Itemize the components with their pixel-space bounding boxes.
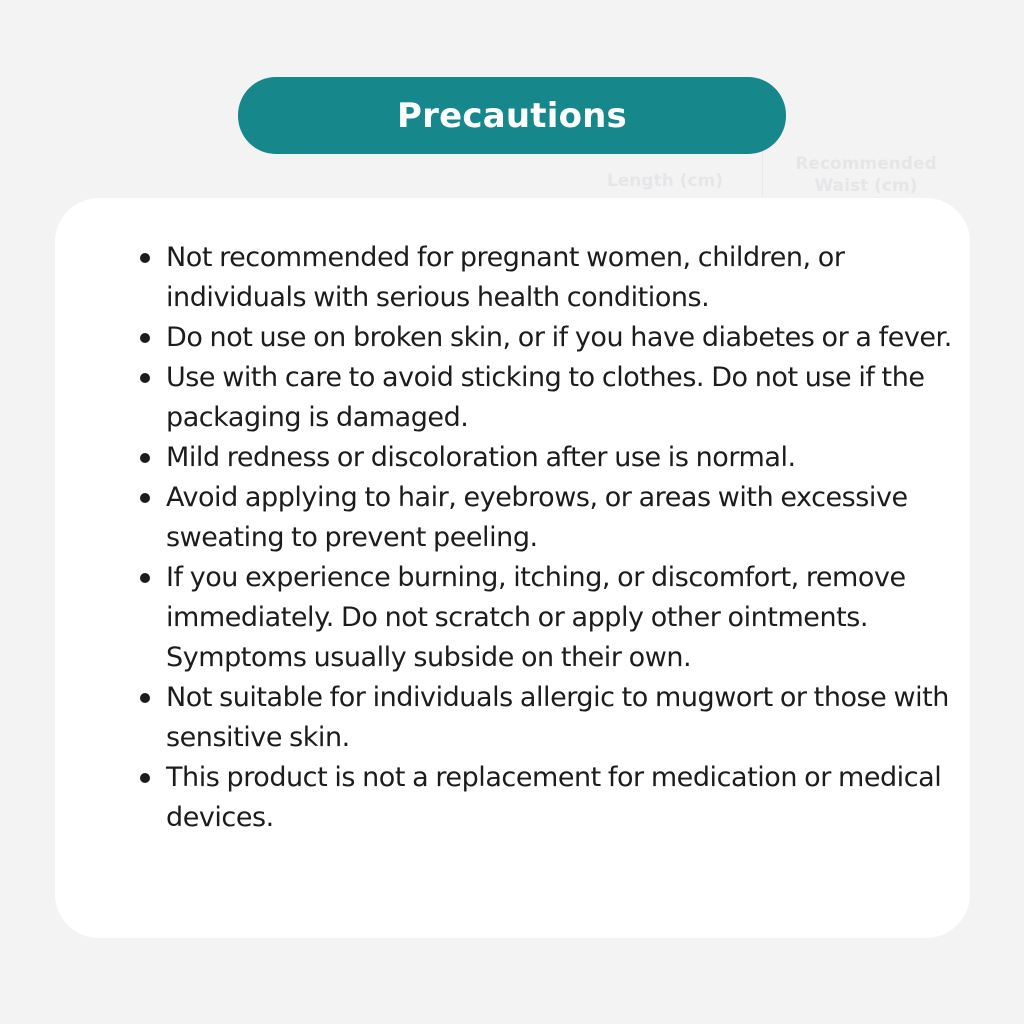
list-item-text: Not recommended for pregnant women, children, or individuals with serious health conditions.	[166, 242, 845, 313]
bullet-icon	[140, 573, 150, 583]
list-item-text: Mild redness or discoloration after use is normal.	[166, 442, 796, 473]
precautions-title: Precautions	[238, 77, 786, 154]
list-item-text: If you experience burning, itching, or discomfort, remove immediately. Do not scratch or apply other ointments. Symptoms usually subside on their own.	[166, 562, 906, 673]
bullet-icon	[140, 253, 150, 263]
background-header-length: Length (cm)	[606, 171, 724, 191]
list-item	[112, 358, 952, 438]
bullet-icon	[140, 493, 150, 503]
precautions-list	[112, 238, 952, 838]
bullet-icon	[140, 373, 150, 383]
list-item-text: Not suitable for individuals allergic to mugwort or those with sensitive skin.	[166, 682, 949, 753]
list-item	[112, 238, 952, 318]
list-item-text: Avoid applying to hair, eyebrows, or areas with excessive sweating to prevent peeling.	[166, 482, 908, 553]
list-item	[112, 558, 952, 678]
list-item	[112, 478, 952, 558]
bullet-icon	[140, 333, 150, 343]
list-item-text: Use with care to avoid sticking to clothes. Do not use if the packaging is damaged.	[166, 362, 925, 433]
list-item	[112, 318, 952, 358]
bullet-icon	[140, 693, 150, 703]
bullet-icon	[140, 453, 150, 463]
list-item-text: Do not use on broken skin, or if you have diabetes or a fever.	[166, 322, 952, 353]
background-header-recommended-waist: Recommended Waist (cm)	[795, 154, 937, 196]
background-header-divider	[762, 150, 763, 198]
list-item	[112, 758, 952, 838]
list-item	[112, 438, 952, 478]
list-item-text: This product is not a replacement for medication or medical devices.	[166, 762, 942, 833]
list-item	[112, 678, 952, 758]
bullet-icon	[140, 773, 150, 783]
